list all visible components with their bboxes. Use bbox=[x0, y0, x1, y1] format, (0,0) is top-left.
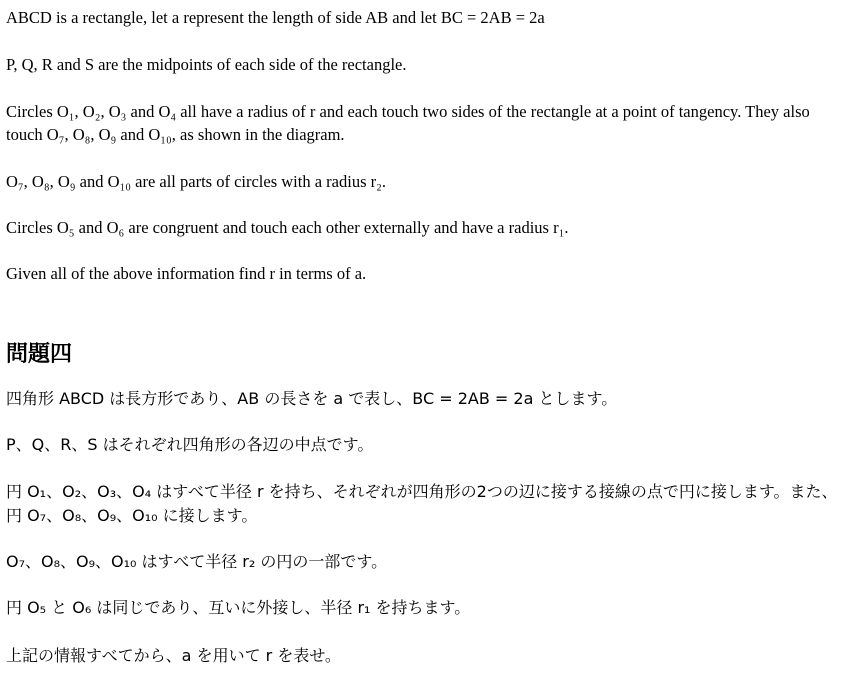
japanese-paragraph-5: 円 O₅ と O₆ は同じであり、互いに外接し、半径 r₁ を持ちます。 bbox=[6, 598, 471, 617]
japanese-paragraph-6: 上記の情報すべてから、a を用いて r を表せ。 bbox=[6, 646, 341, 665]
english-paragraph-1: ABCD is a rectangle, let a represent the length of side AB and let BC = 2AB = 2a bbox=[6, 8, 545, 27]
japanese-paragraph-3: 円 O₁、O₂、O₃、O₄ はすべて半径 r を持ち、それぞれが四角形の2つの辺に接する接線の点で円に接します。また、円 O₇、O₈、O₉、O₁₀ に接します。 bbox=[6, 482, 838, 525]
japanese-paragraph-1: 四角形 ABCD は長方形であり、AB の長さを a で表し、BC = 2AB = 2a とします。 bbox=[6, 389, 618, 408]
english-paragraph-2: P, Q, R and S are the midpoints of each side of the rectangle. bbox=[6, 55, 407, 74]
english-paragraph-3: Circles O₁, O₂, O₃ and O₄ all have a radius of r and each touch two sides of the rectangle at a point of tangency. They also touch O₇, O₈, O₉ and O₁₀, as shown in the diagram. bbox=[6, 102, 810, 144]
japanese-heading: 問題四 bbox=[6, 342, 73, 367]
english-paragraph-5: Circles O₅ and O₆ are congruent and touch each other externally and have a radius r₁. bbox=[6, 218, 569, 237]
japanese-paragraph-2: P、Q、R、S はそれぞれ四角形の各辺の中点です。 bbox=[6, 435, 374, 454]
japanese-paragraph-4: O₇、O₈、O₉、O₁₀ はすべて半径 r₂ の円の一部です。 bbox=[6, 552, 388, 571]
english-paragraph-4: O₇, O₈, O₉ and O₁₀ are all parts of circles with a radius r₂. bbox=[6, 172, 386, 191]
english-paragraph-6: Given all of the above information find r in terms of a. bbox=[6, 264, 367, 283]
